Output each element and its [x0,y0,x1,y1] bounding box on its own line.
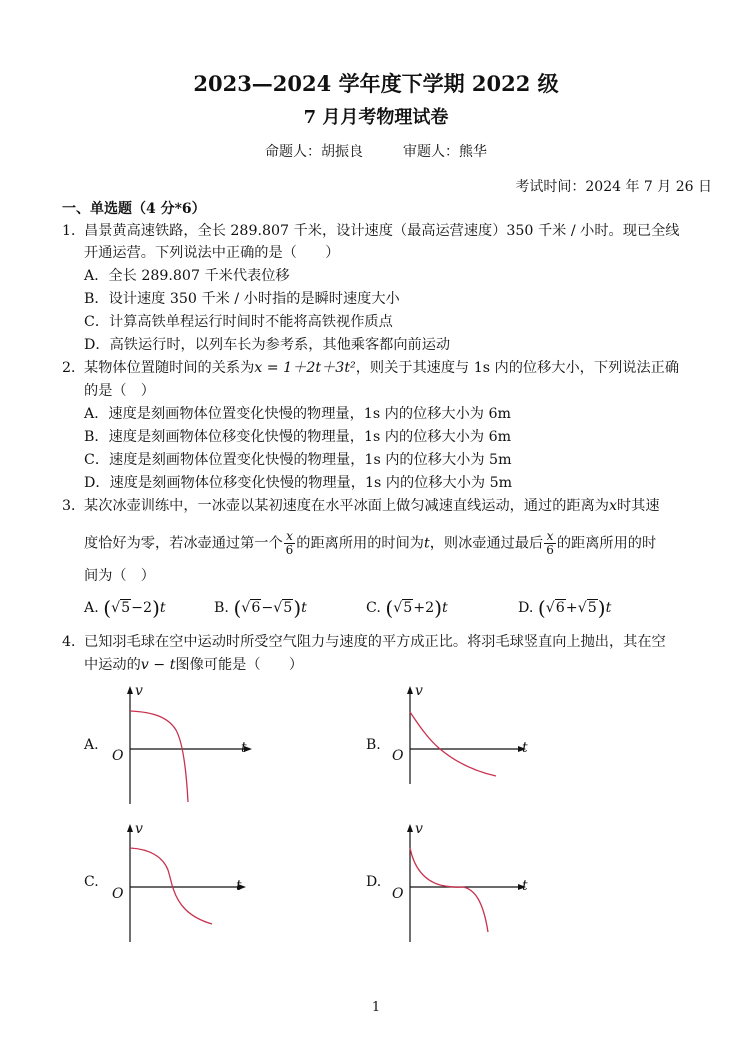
reviewer: 审题人：熊华 [403,144,487,160]
q3-option-c: C. (√5+2)t [366,596,448,620]
graph-a-origin: O [112,748,124,764]
graph-c-origin: O [112,886,124,902]
vt-curve [410,712,496,776]
q3-stem-line1 [84,496,660,516]
setter: 命题人：胡振良 [265,144,363,160]
q4-number: 4． [62,634,86,650]
q3-stem-1a: 某次冰壶训练中，一冰壶以某初速度在水平冰面上做匀减速直线运动，通过的距离为 [84,498,609,514]
q2-stem-line2: 的是（ ） [84,383,155,399]
radicand: 6 [251,600,261,616]
q3-stem-line2 [84,530,656,557]
graph-a-v: v [135,683,143,699]
v-arrow [127,824,133,832]
radicand: 5 [403,600,413,616]
q3-number: 3． [62,498,86,514]
q2-number: 2． [62,360,86,376]
opt-label: A. [84,600,99,616]
operator: −2 [131,600,153,616]
graph-c-t: t [236,878,242,894]
q3-stem-2b: 的距离所用的时间为 [296,535,424,552]
graph-d-label: D. [366,874,382,890]
frac-num: x [544,530,556,544]
q2-stem-a: 某物体位置随时间的关系为 [84,360,255,376]
frac-den: 6 [546,543,554,557]
graph-a-label: A. [84,737,99,753]
v-arrow [407,824,413,832]
q3-var-t: t [423,535,430,552]
q3-option-a: A. (√5−2)t [84,596,166,620]
q4-stem-line1: 已知羽毛球在空中运动时所受空气阻力与速度的平方成正比。将羽毛球竖直向上抛出，其在空 [84,634,666,650]
q3-var-x: x [608,498,617,514]
authors-line [0,141,752,161]
radicand: 5 [121,600,131,616]
q2-stem-line1 [84,358,679,378]
q2-option-a: A．速度是刻画物体位置变化快慢的物理量，1s 内的位移大小为 6m [84,406,511,422]
q1-stem-line2: 开通运营。下列说法中正确的是（ ） [84,245,340,261]
opt-label: B. [214,600,229,616]
graph-b [388,684,538,809]
q3-fraction-2 [544,530,556,557]
var-t: t [301,600,307,616]
graph-c-v: v [135,821,143,837]
q3-stem-1b: 时其速 [616,498,660,514]
q3-stem-2d: 的距离所用的时 [556,535,657,552]
section-heading: 一、单选题（4 分*6） [62,201,206,217]
opt-label: C. [366,600,381,616]
graph-a [108,684,258,809]
q1-option-a: A．全长 289.807 千米代表位移 [84,268,290,284]
vt-curve [410,848,488,932]
q1-option-d: D．高铁运行时，以列车长为参考系，其他乘客都向前运动 [84,337,451,353]
v-arrow [407,686,413,694]
q4-stem-line2 [84,655,303,675]
exam-subtitle: 7 月月考物理试卷 [303,107,449,128]
frac-den: 6 [285,543,294,557]
graph-b-v: v [415,683,423,699]
graph-d-t: t [522,878,528,894]
frac-num: x [284,530,296,544]
graph-b-t: t [522,740,528,756]
q4-vt: v − t [140,657,176,673]
vt-curve [130,711,188,802]
v-arrow [127,686,133,694]
q3-stem-line3: 间为（ ） [84,568,155,584]
radicand: 6 [555,600,565,616]
graph-c-label: C. [84,874,99,890]
var-t: t [605,600,612,616]
q1-option-c: C．计算高铁单程运行时间时不能将高铁视作质点 [84,314,393,330]
operator: − [261,600,274,616]
q3-option-d: D. (√6+√5)t [518,596,612,620]
graph-b-origin: O [392,748,404,764]
vt-curve [130,848,212,924]
q3-stem-2c: ，则冰壶通过最后 [429,535,544,552]
radicand: 5 [283,600,293,616]
var-t: t [159,600,166,616]
q1-stem-line1: 昌景黄高速铁路，全长 289.807 千米，设计速度（最高运营速度）350 千米 / 小时。现已全线 [84,223,680,239]
graph-a-t: t [241,740,247,756]
graph-d-v: v [415,821,423,837]
q2-option-b: B．速度是刻画物体位移变化快慢的物理量，1s 内的位移大小为 6m [84,429,512,445]
q2-option-d: D．速度是刻画物体位移变化快慢的物理量，1s 内的位移大小为 5m [84,475,513,491]
q2-equation: x = 1＋2t＋3t² [254,360,356,376]
q1-option-b: B．设计速度 350 千米 / 小时指的是瞬时速度大小 [84,291,400,307]
operator: + [565,600,578,616]
exam-title: 2023—2024 学年度下学期 2022 级 [193,71,559,96]
graph-b-label: B. [366,737,381,753]
graph-d [388,822,538,947]
operator: +2 [413,600,435,616]
opt-label: D. [518,600,534,616]
q3-fraction-1 [284,530,296,557]
q2-stem-b: ，则关于其速度与 1s 内的位移大小，下列说法正确 [355,360,680,376]
exam-time: 考试时间：2024 年 7 月 26 日 [515,179,712,195]
page-number: 1 [371,1000,381,1015]
q2-option-c: C．速度是刻画物体位置变化快慢的物理量，1s 内的位移大小为 5m [84,452,512,468]
q3-option-b: B. (√6−√5)t [214,596,307,620]
q3-stem-2a: 度恰好为零，若冰壶通过第一个 [84,535,283,552]
var-t: t [442,600,448,616]
q1-number: 1． [62,223,86,239]
q4-stem-2a: 中运动的 [84,657,141,673]
radicand: 5 [587,600,597,616]
q4-stem-2b: 图像可能是（ ） [175,657,304,673]
graph-d-origin: O [392,886,404,902]
